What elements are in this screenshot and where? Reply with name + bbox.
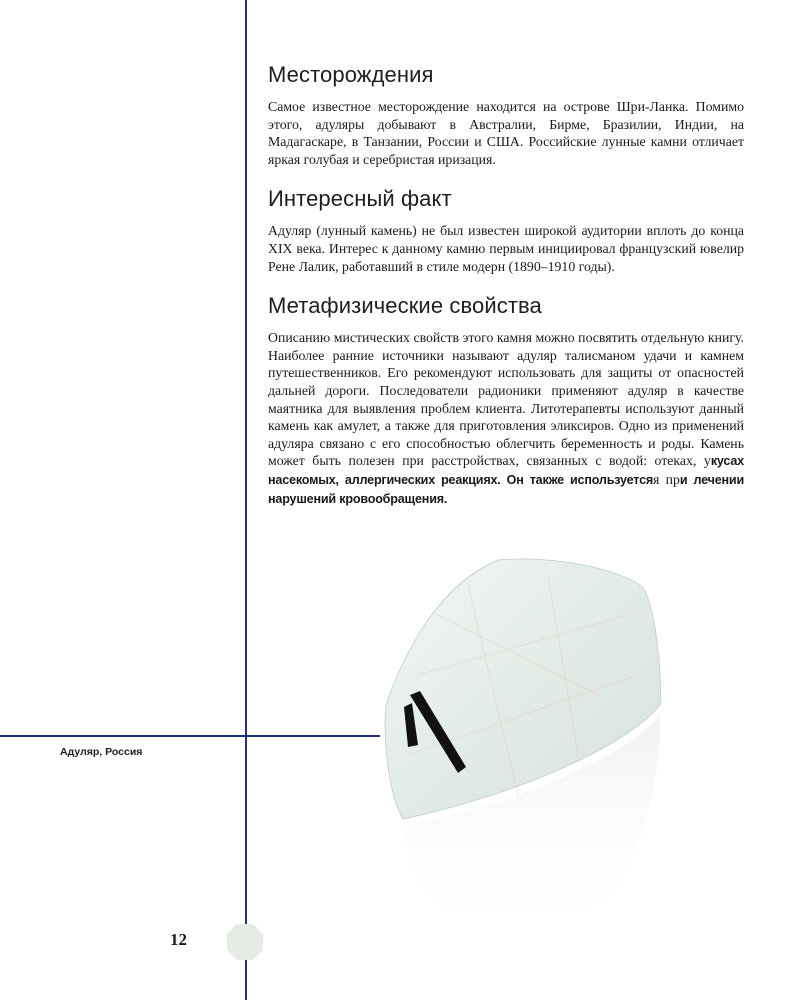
article-body xyxy=(268,62,744,526)
heading-interesting-fact: Интересный факт xyxy=(268,186,452,212)
heading-metaphysical: Метафизические свойства xyxy=(268,293,542,319)
paragraph-interesting-fact: Адуляр (лунный камень) не был известен широкой аудитории вплоть до конца XIX века. Интерес к данному камню первым инициировал французский ювелир Рене Лалик, работавший в стиле модерн (1890–1910 годы). xyxy=(268,223,744,274)
page-number-ornament xyxy=(225,922,265,962)
paragraph-metaphysical xyxy=(268,329,744,508)
metaphysical-text: Описанию мистических свойств этого камня можно посвятить отдельную книгу. Наиболее ранние источники называют адуляр талисманом удачи и камнем путешественников. Его рекомендуют использовать для защиты от опасностей дальней дороги. Последователи радионики применяют адуляр в качестве маятника для выявления проблем клиента. Литотерапевты используют данный камень как амулет, а также для приготовления эликсиров. Одно из применений адуляра связано с его способностью облегчить беременность и роды. Камень может быть полезен при расстройствах, связанных с водой: отеках, у xyxy=(268,330,744,469)
highlighted-text-1: кусах насекомых, аллергических реакциях. Он также используется xyxy=(268,454,744,487)
moonstone-photo xyxy=(378,555,678,955)
image-caption: Адуляр, Россия xyxy=(60,746,143,758)
paragraph-deposits: Самое известное месторождение находится на острове Шри-Ланка. Помимо этого, адуляры добывают в Австралии, Бирме, Бразилии, Индии, на Мадагаскаре, в Танзании, России и США. Российские лунные камни отличает яркая голубая и серебристая иризация. xyxy=(268,99,744,167)
heading-deposits: Месторождения xyxy=(268,62,434,87)
metaphysical-tail: я xyxy=(653,471,660,487)
page-number: 12 xyxy=(170,930,187,949)
highlighted-text-2: и лечении нарушений кровообращения. xyxy=(268,472,745,506)
vertical-rule xyxy=(245,0,247,1000)
horizontal-rule xyxy=(0,735,380,737)
metaphysical-text-2: пр xyxy=(665,471,680,487)
